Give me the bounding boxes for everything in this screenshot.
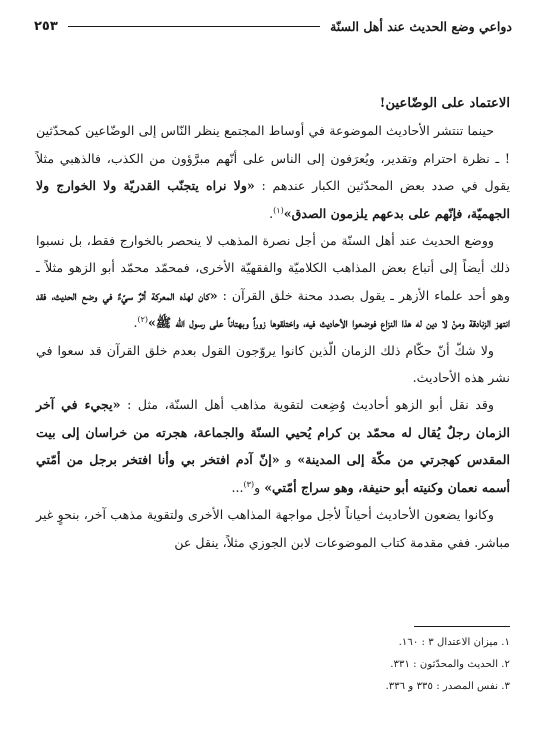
footnote-ref-3: (٣) <box>243 479 255 489</box>
footnote-ref-1: (١) <box>273 205 284 215</box>
paragraph-4-quote-1: «يجيء في آخر الزمان رجلٌ يُقال له محمّد بن كرام يُحيي السنّة والجماعة، هجرته من خراسان إلى بيت المقدس كهجرتي من مكّة إلى المدينة» <box>36 397 510 468</box>
main-text <box>36 90 510 556</box>
paragraph-4-quote-2: «إنّ آدم افتخر بي وأنا افتخر برجل من أمّتي أسمه نعمان وكنيته أبو حنيفة، وهو سراج أمّتي» <box>36 452 510 495</box>
paragraph-4-conj: و <box>279 452 298 468</box>
paragraph-1-text: حينما تنتشر الأحاديث الموضوعة في أوساط المجتمع ينظر النّاس إلى الوضّاعين كمحدّثين ! ـ نظرة احترام وتقدير، ويُعرَفون إلى الناس على أنّهم مبرَّؤون من الكذب، فالذهبي مثلاً يقول في صدد بعض المحدّثين الكبار عندهم : <box>36 123 510 194</box>
paragraph-2-end: . <box>133 315 138 331</box>
paragraph-2-text: ووضع الحديث عند أهل السنّة من أجل نصرة المذهب لا ينحصر بالخوارج فقط، بل نسبوا ذلك أيضاً إلى أتباع بعض المذاهب الكلاميّة والفقهيّة الأخرى، فمحمّد محمّد أبو الزهو مثلاً ـ وهو أحد علماء الأزهر ـ يقول بصدد محنة خلق القرآن : <box>36 233 510 303</box>
paragraph-4-end: ... <box>231 479 244 495</box>
page-number: ٢٥٣ <box>34 18 58 34</box>
paragraph-3: ولا شكّ أنّ حكّام ذلك الزمان الّذين كانوا يروّجون القول بعدم خلق القرآن قد سعوا في نشر هذه الأحاديث. <box>36 342 510 386</box>
footnotes <box>36 632 510 698</box>
header-rule <box>68 26 320 27</box>
paragraph-4-conj-2: و <box>254 479 265 495</box>
footnote-item: ٢. الحديث والمحدّثون : ٣٣١. <box>390 659 510 670</box>
page-header <box>34 14 512 38</box>
footnote-item: ١. ميزان الاعتدال ٣ : ١٦٠. <box>398 637 510 648</box>
footnote-ref-2: (٢) <box>137 315 149 325</box>
paragraph-1-quote: «ولا نراه يتجنّب القدريّة ولا الخوارج ولا الجهميّة، فإنّهم على بدعهم يلزمون الصدق» <box>36 178 510 221</box>
paragraph-2-quote: «كان لهذه المعركة أثرٌ سيّءٌ في وضع الحديث، فقد انتهز الزنادقة ومنْ لا دين له هذا النزاع فوضعوا الأحاديث فيه، واختلقوها زوراً وبهتاناً على رسول الله ﷺ» <box>36 287 510 331</box>
paragraph-5: وكانوا يضعون الأحاديث أحياناً لأجل مواجهة المذاهب الأخرى ولتقوية مذهب آخر، بنحوٍ غير مباشر. ففي مقدمة كتاب الموضوعات لابن الجوزي مثلاً، ينقل عن <box>36 507 510 550</box>
paragraph-1 <box>36 117 510 227</box>
running-title: دواعي وضع الحديث عند أهل السنّة <box>330 18 512 34</box>
footnote-separator <box>414 626 510 627</box>
paragraph-4 <box>36 391 510 501</box>
paragraph-2 <box>36 227 510 337</box>
paragraph-4-text: وقد نقل أبو الزهو أحاديث وُضِعت لتقوية مذاهب أهل السنّة، مثل : <box>120 397 494 413</box>
paragraph-1-end: . <box>269 205 274 221</box>
section-heading: الاعتماد على الوضّاعين! <box>379 96 510 111</box>
footnote-item: ٣. نفس المصدر : ٣٣٥ و ٣٣٦. <box>385 681 510 692</box>
